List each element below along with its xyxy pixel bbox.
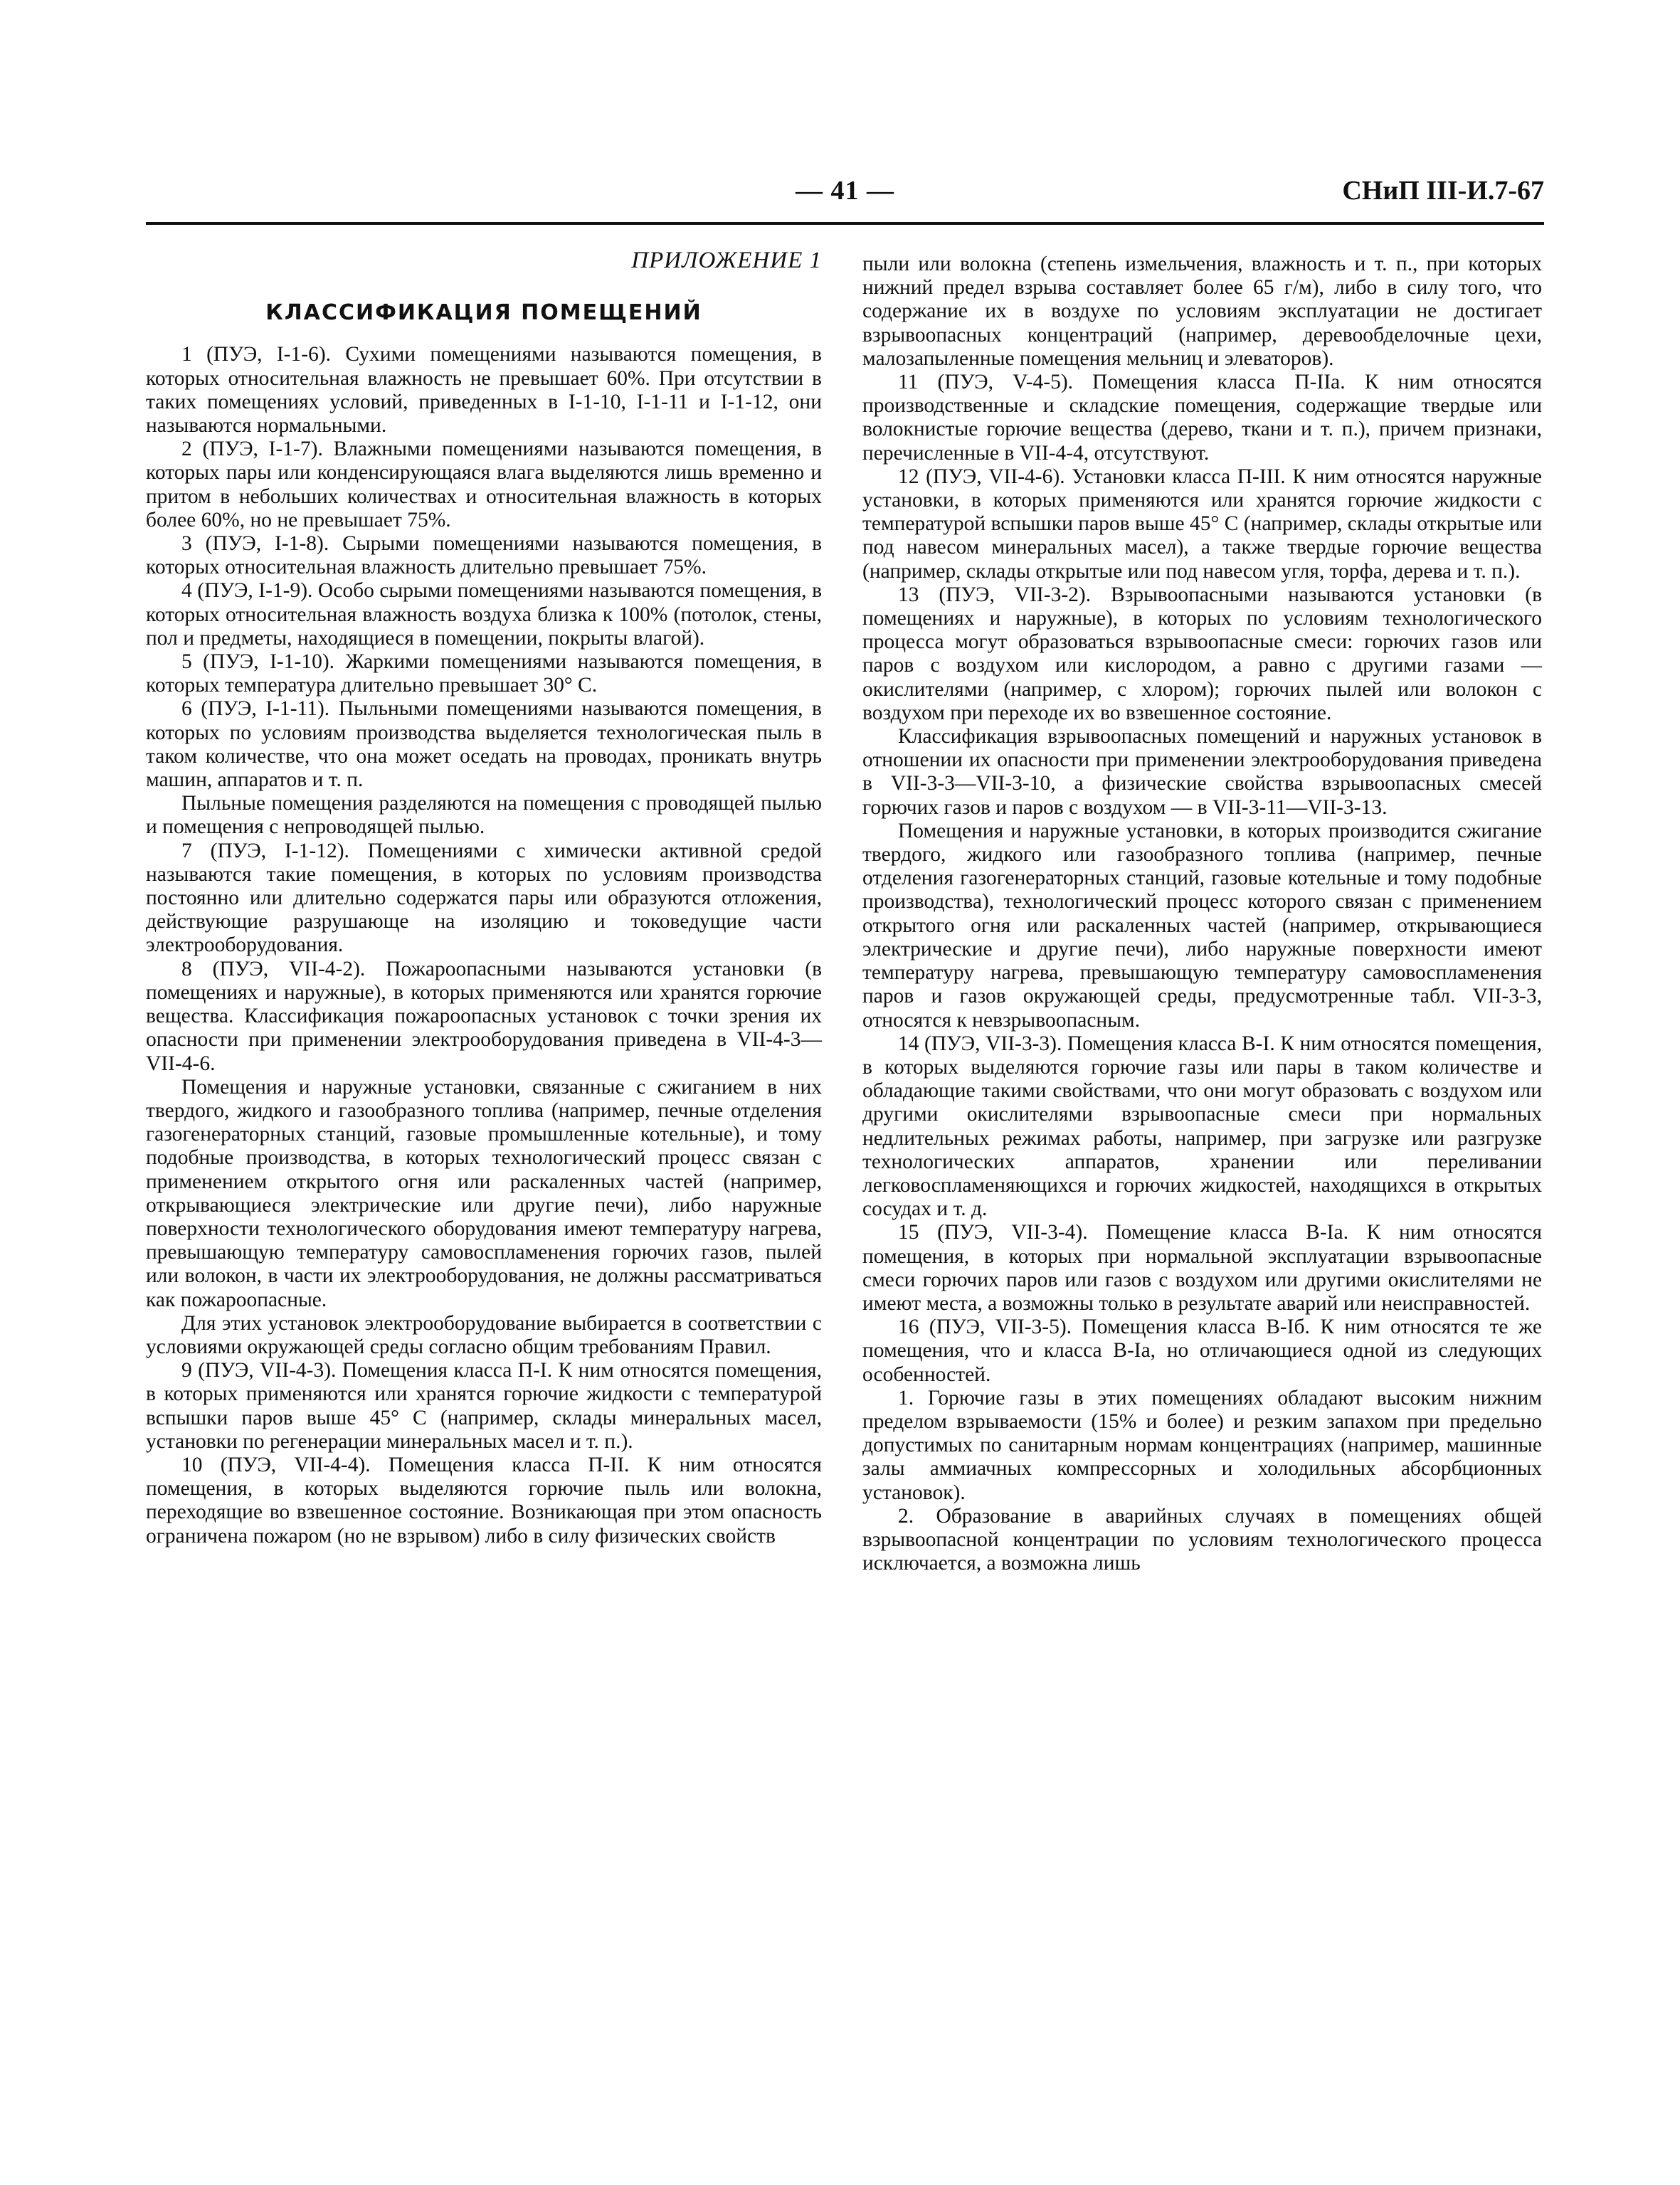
paragraph: 16 (ПУЭ, VII-3-5). Помещения класса В-Iб. К ним относятся те же помещения, что и класса В-Iа, но отличающиеся одной из следующих особенностей. [862,1316,1542,1386]
paragraph: Классификация взрывоопасных помещений и наружных установок в отношении их опасности при применении электрооборудования приведена в VII-3-3—VII-3-10, а физические свойства взрывоопасных смесей горючих газов и паров с воздухом — в VII-3-11—VII-3-13. [862,725,1542,819]
paragraph: 14 (ПУЭ, VII-3-3). Помещения класса В-I. К ним относятся помещения, в которых выделяются горючие газы или пары в таком количестве и обладающие такими свойствами, что они могут образовать с воздухом или другими окислителями взрывоопасные смеси при нормальных недлительных режимах работы, например, при загрузке или разгрузке технологических аппаратов, хранении или переливании легковоспламеняющихся и горючих жидкостей, находящихся в открытых сосудах и т. д. [862,1032,1542,1221]
paragraph: 7 (ПУЭ, I-1-12). Помещениями с химически активной средой называются такие помещения, в которых по условиям производства постоянно или длительно содержатся пары или образуются отложения, действующие разрушающе на изоляцию и токоведущие части электрооборудования. [146,839,822,957]
paragraph: 2 (ПУЭ, I-1-7). Влажными помещениями называются помещения, в которых пары или конденсирующаяся влага выделяются лишь временно и притом в небольших количествах и относительная влажность в которых более 60%, но не превышает 75%. [146,438,822,531]
paragraph: Помещения и наружные установки, связанные с сжиганием в них твердого, жидкого и газообразного топлива (например, печные отделения газогенераторных станций, газовые промышленные котельные), и тому подобные производства, в которых технологический процесс связан с применением открытого огня или раскаленных частей (например, открывающиеся электрические или другие печи), либо наружные поверхности технологического оборудования имеют температуру нагрева, превышающую температуру самовоспламенения горючих газов, пылей или волокон, в части их электрооборудования, не должны рассматриваться как пожароопасные. [146,1075,822,1311]
paragraph: 15 (ПУЭ, VII-3-4). Помещение класса В-Iа. К ним относятся помещения, в которых при нормальной эксплуатации взрывоопасные смеси горючих паров или газов с воздухом или другими окислителями не имеют места, а возможны только в результате аварий или неисправностей. [862,1221,1542,1315]
paragraph: 4 (ПУЭ, I-1-9). Особо сырыми помещениями называются помещения, в которых относительная влажность воздуха близка к 100% (потолок, стены, пол и предметы, находящиеся в помещении, покрыты влагой). [146,579,822,650]
paragraph: 12 (ПУЭ, VII-4-6). Установки класса П-III. К ним относятся наружные установки, в которых применяются или хранятся горючие жидкости с температурой вспышки паров выше 45° С (например, склады открытые или под навесом минеральных масел), а также твердые горючие вещества (например, склады открытые или под навесом угля, торфа, дерева и т. п.). [862,465,1542,583]
paragraph: 2. Образование в аварийных случаях в помещениях общей взрывоопасной концентрации по условиям технологического процесса исключается, а возможна лишь [862,1504,1542,1575]
paragraph: 1 (ПУЭ, I-1-6). Сухими помещениями называются помещения, в которых относительная влажность не превышает 60%. При отсутствии в таких помещениях условий, приведенных в I-1-10, I-1-11 и I-1-12, они называются нормальными. [146,343,822,438]
section-title: КЛАССИФИКАЦИЯ ПОМЕЩЕНИЙ [265,300,702,326]
paragraph-continued: пыли или волокна (степень измельчения, влажность и т. п., при которых нижний предел взрыва составляет более 65 г/м), либо в силу того, что содержание их в воздухе по условиям эксплуатации не достигает взрывоопасных концентраций (например, деревообделочные цехи, малозапыленные помещения мельниц и элеваторов). [862,253,1542,370]
appendix-label: ПРИЛОЖЕНИЕ 1 [631,248,822,273]
paragraph: 5 (ПУЭ, I-1-10). Жаркими помещениями называются помещения, в которых температура длительно превышает 30° С. [146,650,822,697]
paragraph: 11 (ПУЭ, V-4-5). Помещения класса П-IIа. К ним относятся производственные и складские помещения, содержащие твердые или волокнистые горючие вещества (дерево, ткани и т. п.), причем признаки, перечисленные в VII-4-4, отсутствуют. [862,371,1542,465]
header-rule [146,222,1544,225]
paragraph: 8 (ПУЭ, VII-4-2). Пожароопасными называются установки (в помещениях и наружные), в которых применяются или хранятся горючие вещества. Классификация пожароопасных установок с точки зрения их опасности при применении электрооборудования приведена в VII-4-3—VII-4-6. [146,957,822,1075]
paragraph: 10 (ПУЭ, VII-4-4). Помещения класса П-II. К ним относятся помещения, в которых выделяются горючие пыль или волокна, переходящие во взвешенное состояние. Возникающая при этом опасность ограничена пожаром (но не взрывом) либо в силу физических свойств [146,1453,822,1548]
paragraph: Для этих установок электрооборудование выбирается в соответствии с условиями окружающей среды согласно общим требованиям Правил. [146,1311,822,1358]
paragraph: 9 (ПУЭ, VII-4-3). Помещения класса П-I. К ним относятся помещения, в которых применяются или хранятся горючие жидкости с температурой вспышки паров выше 45° С (например, склады минеральных масел, установки по регенерации минеральных масел и т. п.). [146,1359,822,1453]
right-column [862,253,1542,1575]
document-code: СНиП III-И.7-67 [1342,176,1544,206]
paragraph: 1. Горючие газы в этих помещениях обладают высоким нижним пределом взрываемости (15% и более) и резким запахом при предельно допустимых по санитарным нормам концентрациях (например, машинные залы аммиачных компрессорных и холодильных абсорбционных установок). [862,1386,1542,1504]
paragraph: Пыльные помещения разделяются на помещения с проводящей пылью и помещения с непроводящей пылью. [146,792,822,839]
paragraph: Помещения и наружные установки, в которых производится сжигание твердого, жидкого или газообразного топлива (например, печные отделения газогенераторных станций, газовые котельные и тому подобные производства), технологический процесс которого связан с применением открытого огня или раскаленных частей (например, открывающиеся электрические и другие печи), либо наружные поверхности имеют температуру нагрева, превышающую температуру самовоспламенения паров и газов окружающей среды, предусмотренные табл. VII-3-3, относятся к невзрывоопасным. [862,819,1542,1032]
page-number: — 41 — [796,176,894,206]
page-header [146,175,1544,225]
paragraph: 6 (ПУЭ, I-1-11). Пыльными помещениями называются помещения, в которых по условиям производства выделяется технологическая пыль в таком количестве, что она может оседать на проводах, проникать внутрь машин, аппаратов и т. п. [146,697,822,792]
paragraph: 3 (ПУЭ, I-1-8). Сырыми помещениями называются помещения, в которых относительная влажность длительно превышает 75%. [146,532,822,579]
left-column [146,249,822,1548]
paragraph: 13 (ПУЭ, VII-3-2). Взрывоопасными называются установки (в помещениях и наружные), в которых по условиям технологического процесса могут образоваться взрывоопасные смеси: горючих газов или паров с воздухом или кислородом, а равно с другими газами — окислителями (например, с хлором); горючих пылей или волокон с воздухом при переходе их во взвешенное состояние. [862,583,1542,724]
